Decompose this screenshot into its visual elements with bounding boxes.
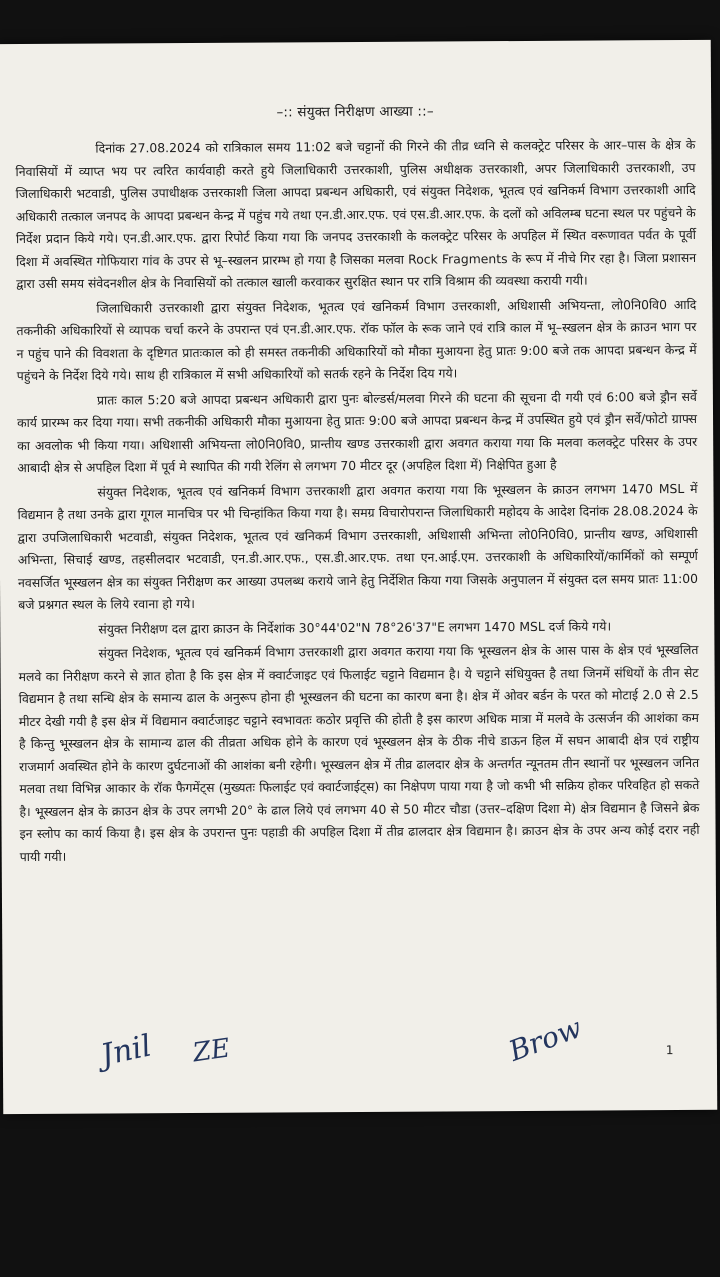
signature-3: Brow: [504, 1010, 587, 1068]
paragraph-coordinates: संयुक्त निरीक्षण दल द्वारा क्राउन के निर्देशांक 30°44'02"N 78°26'37"E लगभग 1470 MSL दर्ज किये गये।: [98, 617, 612, 637]
paragraph-joint-team: संयुक्त निदेशक, भूतत्व एवं खनिकर्म विभाग उत्तरकाशी द्वारा अवगत कराया गया कि भूस्खलन के क्राउन लगभग 1470 MSL में विद्यमान है तथा उनके द्वारा गूगल मानचित्र पर भी चिन्हांकित किया गया है। समग्र विचारोपरान्त जिलाधिकारी महोदय के आदेश दिनांक 28.08.2024 के द्वारा उपजिलाधिकारी भटवाडी, संयुक्त निदेशक, भूतत्व एवं खनिकर्म विभाग उत्तरकाशी, अधिशासी अभिन्ता लो0नि0वि0, प्रान्तीय खण्ड, अधिशासी अभिन्ता, सिचाई खण्ड, तहसीलदार भटवाडी, एन.डी.आर.एफ., एस.डी.आर.एफ. तथा एन.आई.एम. उत्तरकाशी के अधिकारियों/कार्मिकों को सम्पूर्ण नवसर्जित भूस्खलन क्षेत्र का संयुक्त निरीक्षण कर आख्या उपलब्ध कराये जाने हेतु निर्देशित किया गया जिसके अनुपालन में संयुक्त दल समय प्रातः 11:00 बजे प्रश्नगत स्थल के लिये रवाना हो गये।: [17, 480, 699, 613]
paragraph-incident: दिनांक 27.08.2024 को रात्रिकाल समय 11:02 बजे चट्टानों की गिरने की तीव्र ध्वनि से कलक्ट्रेट परिसर के आर–पास के क्षेत्र के निवासियों में व्याप्त भय पर त्वरित कार्यवाही करते हुये जिलाधिकारी उत्तरकाशी, पुलिस अधीक्षक उत्तरकाशी, अपर जिलाधिकारी उत्तरकाशी, उप जिलाधिकारी भटवाडी, पुलिस उपाधीक्षक उत्तरकाशी जिला आपदा प्रबन्धन अधिकारी, एवं संयुक्त निदेशक, भूतत्व एवं खनिकर्म विभाग उत्तरकाशी आदि अधिकारी तत्काल जनपद के आपदा प्रबन्धन केन्द्र में पहुंच गये तथा एन.डी.आर.एफ. एवं एस.डी.आर.एफ. के दलों को अविलम्ब घटना स्थल पर पहुंचने के निर्देश प्रदान किये गये। एन.डी.आर.एफ. द्वारा रिपोर्ट किया गया कि जनपद उत्तरकाशी के कलक्ट्रेट परिसर के अपहिल में स्थित वरूणावत पर्वत के पूर्वी दिशा में अवस्थित गोफियारा गांव के उपर से भू–स्खलन प्रारम्भ हो गया है जिसका मलवा Rock Fragments के रूप में नीचे गिर रहा है। जिला प्रशासन द्वारा उसी समय संवेदनशील क्षेत्र के निवासियों को तत्काल खाली करवाकर सुरक्षित स्थान पर रात्रि विश्राम की व्यवस्था करायी गयी।: [15, 136, 697, 292]
signature-2: ZE: [190, 1033, 232, 1069]
paragraph-drone-survey: प्रातः काल 5:20 बजे आपदा प्रबन्धन अधिकारी द्वारा पुनः बोल्डर्स/मलवा गिरने की घटना की सूचना दी गयी एवं 6:00 बजे ड्रौन सर्वे कार्य प्रारम्भ कर दिया गया। सभी तकनीकी अधिकारी मौका मुआयना हेतु प्रातः 9:00 बजे आपदा प्रबन्धन केन्द्र में उपस्थित हुये एवं ड्रौन सर्वे/फोटो ग्राफ्स का अवलोक भी किया गया। अधिशासी अभियन्ता लो0नि0वि0, प्रान्तीय खण्ड उत्तरकाशी द्वारा अवगत कराया गया कि मलवा कलक्ट्रेट परिसर के उपर आबादी क्षेत्र से अपहिल दिशा में पूर्व मे स्थापित की गयी रेलिंग से लगभग 70 मीटर दूर (अपहिल दिशा में) निक्षेपित हुआ है: [17, 388, 698, 476]
paragraph-geology: संयुक्त निदेशक, भूतत्व एवं खनिकर्म विभाग उत्तरकाशी द्वारा अवगत कराया गया कि भूस्खलन क्षेत्र के आस पास के क्षेत्र एवं भूस्खलित मलवे का निरीक्षण करने से ज्ञात होता है कि इस क्षेत्र में क्वार्टजाइट एवं फिलाईट चट्टाने विद्यमान है। ये चट्टाने संधियुक्त है तथा जिनमें संधियों के तीन सेट विद्यमान है तथा सन्धि क्षेत्र के समान्य ढाल के अनुरूप होना ही भूस्खलन की घटना का कारण बना है। क्षेत्र में ओवर बर्डन के परत को मोटाई 2.0 से 2.5 मीटर देखी गयी है इस क्षेत्र में विद्यमान क्वार्टजाइट चट्टाने स्वभावतः कठोर प्रवृत्ति की होती है इस कारण अधिक मात्रा में मलवे के उत्सर्जन की आशंका कम है किन्तु भूस्खलन क्षेत्र के सामान्य ढाल की तीव्रता अधिक होने के कारण एवं भूस्खलन क्षेत्र के ठीक नीचे डाऊन हिल में सघन आबादी क्षेत्र एवं राष्ट्रीय राजमार्ग अवस्थित होने के कारण दुर्घटनाओं की आशंका बनी रहेगी। भूस्खलन क्षेत्र में तीव्र ढालदार क्षेत्र के अन्तर्गत न्यूनतम तीन स्थानों पर भूस्खलन जनित मलवा तथा विभिन्न आकार के रॉक फैगमेंट्स (मुख्यतः फिलाईट एवं क्वार्टजाईट्स) का निक्षेपण पाया गया है जो कभी भी सक्रिय होकर परिवहित हो सकते है। भूस्खलन क्षेत्र के क्राउन क्षेत्र के उपर लगभी 20° के ढाल लिये एवं लगभग 40 से 50 मीटर चौडा (उत्तर–दक्षिण दिशा मे) क्षेत्र विद्यमान है जिसने ब्रेक इन स्लोप का कार्य किया है। इस क्षेत्र के उपरान्त पुनः पहाडी की अपहिल दिशा में तीव्र ढालदार क्षेत्र विद्यमान है। क्राउन क्षेत्र के उपर अन्य कोई दरार नही पायी गयी।: [18, 641, 700, 864]
paragraph-instructions: जिलाधिकारी उत्तरकाशी द्वारा संयुक्त निदेशक, भूतत्व एवं खनिकर्म विभाग उत्तरकाशी, अधिशासी अभियन्ता, लो0नि0वि0 आदि तकनीकी अधिकारियों से व्यापक चर्चा करने के उपरान्त एवं एन.डी.आर.एफ. रॉक फॉल के रूक जाने एवं रात्रि काल में भू–स्खलन क्षेत्र के क्राउन भाग पर न पहुंच पाने की विवशता के दृष्टिगत प्रातःकाल को ही समस्त तकनीकी अधिकारियों को मौका मुआयना हेतु प्रातः 9:00 बजे तक आपदा प्रबन्धन केन्द्र में पहुंचने के निर्देश दिये गये। साथ ही रात्रिकाल में सभी अधिकारियों को सतर्क रहने के निर्देश दिय गये।: [16, 296, 697, 384]
document-page: [0, 40, 717, 1114]
document-title: –:: संयुक्त निरीक्षण आख्या ::–: [276, 103, 434, 121]
document-body: [15, 100, 700, 870]
page-number: 1: [665, 1043, 674, 1058]
signature-1: Jnil: [97, 1028, 155, 1074]
